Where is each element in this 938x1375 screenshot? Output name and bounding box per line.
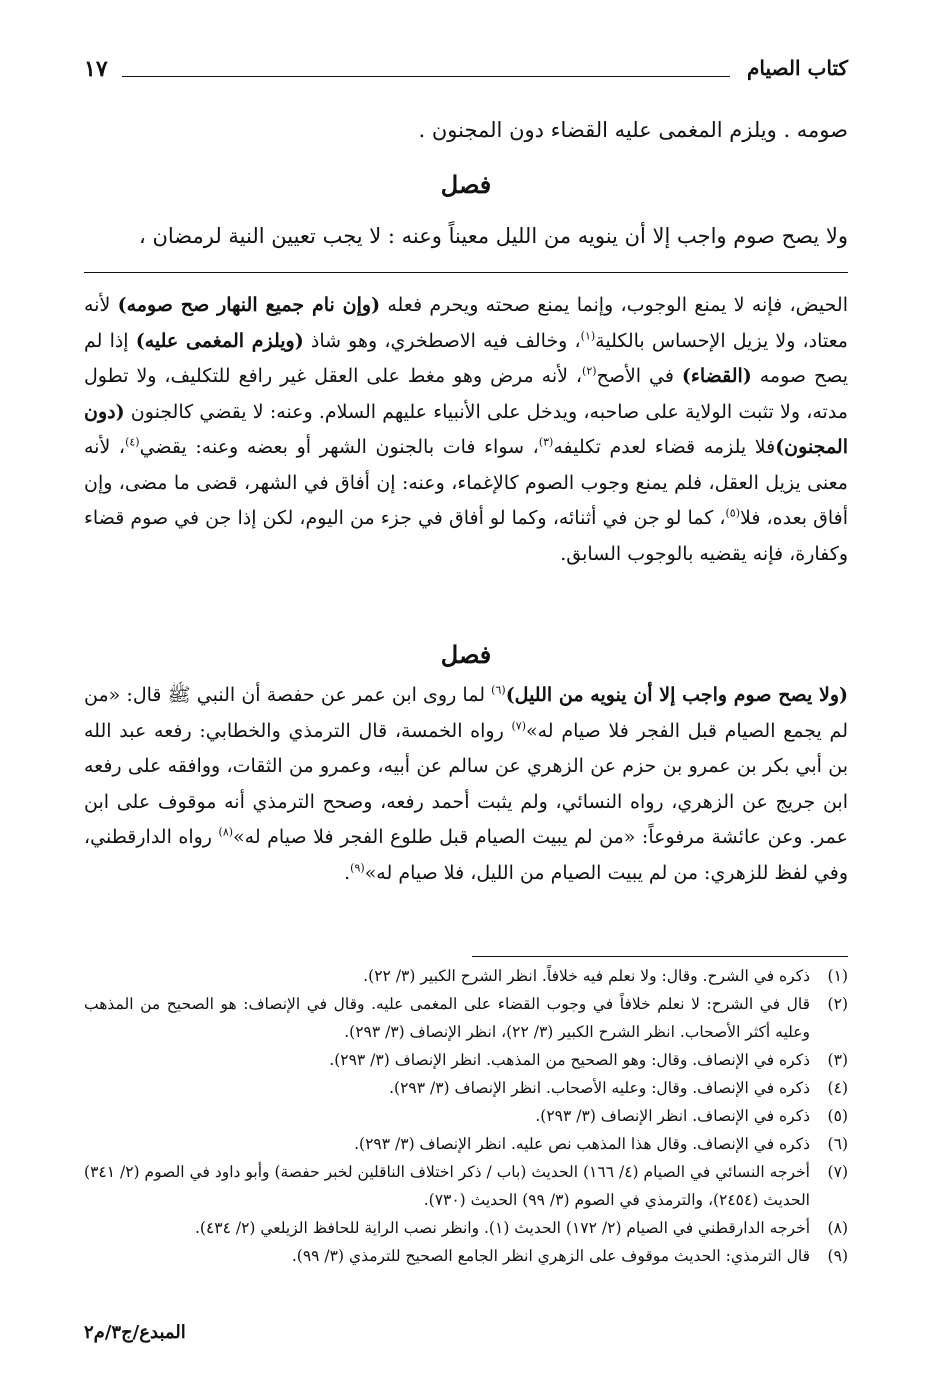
matn-line-2: ولا يصح صوم واجب إلا أن ينويه من الليل معيناً وعنه : لا يجب تعيين النية لرمضان ،: [139, 224, 848, 248]
footnote-number: (٣): [827, 1051, 848, 1069]
footnote-divider: [472, 956, 848, 957]
page-number: ١٧: [84, 56, 108, 82]
footnote-ref-3[interactable]: (٣): [538, 435, 554, 449]
volume-signature: المبدع/ج٣/م٢: [84, 1322, 186, 1343]
footnote-ref-8[interactable]: (٨): [218, 825, 234, 839]
text-run: رواه الدارقطني، وفي لفظ للزهري: من لم يبيت الصيام من الليل، فلا صيام له»: [84, 826, 848, 884]
footnote-text: ذكره في الشرح. وقال: ولا نعلم فيه خلافاً. انظر الشرح الكبير (٣/ ٢٢).: [363, 967, 810, 985]
footnote-item: [84, 962, 848, 990]
footnote-number: (٨): [827, 1219, 848, 1237]
bold-quote: (ولا يصح صوم واجب إلا أن ينويه من الليل): [505, 684, 848, 706]
bold-quote: (القضاء): [681, 365, 752, 387]
footnote-item: [84, 1102, 848, 1130]
footnote-number: (٢): [827, 995, 848, 1013]
footnote-text: أخرجه الدارقطني في الصيام (٢/ ١٧٢) الحديث (١). وانظر نصب الراية للحافظ الزيلعي (٢/ ٤٣٤).: [194, 1219, 810, 1237]
text-run: الحيض، فإنه لا يمنع الوجوب، وإنما يمنع صحته ويحرم فعله: [380, 294, 848, 316]
text-run: ، سواء فات بالجنون الشهر أو بعضه وعنه: يقضي: [139, 436, 539, 458]
text-run: إذا لم يصح صومه: [84, 329, 849, 387]
commentary-paragraph-1: [84, 288, 848, 572]
text-run: ، وخالف فيه الاصطخري، وهو شاذ: [303, 329, 581, 352]
footnote-item: [84, 1242, 848, 1270]
text-run: ، لأنه معنى يزيل العقل، فلم يمنع وجوب الصوم كالإغماء، وعنه: إن أفاق في الشهر، قضى ما مضى، وإن أفاق بعده، فلا: [84, 436, 849, 529]
footnote-ref-4[interactable]: (٤): [125, 435, 140, 449]
footnote-text: ذكره في الإنصاف. وقال: وعليه الأصحاب. انظر الإنصاف (٣/ ٢٩٣).: [389, 1079, 810, 1097]
bold-quote: (دون المجنون): [84, 400, 848, 458]
footnote-number: (٦): [827, 1135, 848, 1153]
header-rule: [122, 76, 730, 77]
footnote-item: [84, 1074, 848, 1102]
footnote-ref-9[interactable]: (٩): [350, 861, 365, 875]
footnote-text: قال في الشرح: لا نعلم خلافاً في وجوب القضاء على المغمى عليه. وقال في الإنصاف: هو الصحيح من المذهب وعليه أكثر الأصحاب. انظر الشرح الكبير (٣/ ٢٢)، انظر الإنصاف (٣/ ٢٩٣).: [84, 995, 810, 1041]
text-run: ، لأنه مرض وهو مغط على العقل غير رافع للتكليف، ولا تطول مدته، ولا تثبت الولاية على صاحبه، ويدخل على الأنبياء عليهم السلام. وعنه: لا يقضي كالجنون: [84, 365, 848, 423]
section-heading-sharh: فصل: [440, 640, 492, 669]
footnote-ref-5[interactable]: (٥): [725, 506, 741, 520]
footnote-number: (٧): [827, 1163, 848, 1181]
footnote-number: (٩): [827, 1247, 848, 1265]
text-run: ، كما لو جن في أثنائه، وكما لو أفاق في جزء من اليوم، لكن إذا جن في صوم قضاء وكفارة، فإنه يقضيه بالوجوب السابق.: [84, 507, 848, 565]
header-title: كتاب الصيام: [747, 56, 848, 80]
footnote-text: ذكره في الإنصاف. وقال: وهو الصحيح من المذهب. انظر الإنصاف (٣/ ٢٩٣).: [329, 1051, 810, 1069]
footnote-text: أخرجه النسائي في الصيام (٤/ ١٦٦) الحديث (باب / ذكر اختلاف الناقلين لخبر حفصة) وأبو داود في الصوم (٢/ ٣٤١) الحديث (٢٤٥٤)، والترمذي في الصوم (٣/ ٩٩) الحديث (٧٣٠).: [84, 1163, 810, 1209]
text-run: .: [344, 861, 351, 884]
text-run: لما روى ابن عمر عن حفصة أن النبي ﷺ قال: «من لم يجمع الصيام قبل الفجر فلا صيام له»: [84, 684, 848, 742]
footnote-item: [84, 1214, 848, 1242]
footnote-ref-7[interactable]: (٧): [511, 719, 526, 733]
footnote-text: ذكره في الإنصاف. انظر الإنصاف (٣/ ٢٩٣).: [535, 1107, 810, 1125]
footnote-ref-2[interactable]: (٢): [582, 364, 597, 378]
matn-sharh-divider: [84, 272, 848, 273]
text-run: رواه الخمسة، قال الترمذي والخطابي: رفعه عبد الله بن أبي بكر بن عمرو بن حزم عن الزهري عن سالم عن أبيه، وعمرو من الثقات، ووافقه على رفعه ابن جريج عن الزهري، رواه النسائي، ولم يثبت أحمد رفعه، وصحح الترمذي أنه موقوف على ابن عمر. وعن عائشة مرفوعاً: «من لم يبيت الصيام قبل طلوع الفجر فلا صيام له»: [84, 719, 848, 848]
section-heading-matn: فصل: [440, 170, 492, 199]
footnote-ref-6[interactable]: (٦): [491, 683, 506, 697]
bold-quote: (ويلزم المغمى عليه): [135, 329, 304, 352]
footnote-item: [84, 1158, 848, 1214]
matn-line-1: صومه . ويلزم المغمى عليه القضاء دون المجنون .: [418, 118, 848, 142]
commentary-paragraph-2: [84, 678, 848, 891]
footnote-number: (٤): [827, 1079, 848, 1097]
footnote-number: (٥): [827, 1107, 848, 1125]
footnote-number: (١): [827, 967, 848, 985]
bold-quote: (وإن نام جميع النهار صح صومه): [117, 294, 381, 316]
footnote-item: [84, 1130, 848, 1158]
footnote-item: [84, 1046, 848, 1074]
footnote-text: ذكره في الإنصاف. وقال هذا المذهب نص عليه. انظر الإنصاف (٣/ ٢٩٣).: [354, 1135, 810, 1153]
text-run: فلا يلزمه قضاء لعدم تكليفه: [553, 436, 776, 458]
text-run: لأنه معتاد، ولا يزيل الإحساس بالكلية: [84, 294, 848, 352]
text-run: في الأصح: [596, 365, 682, 387]
footnote-text: قال الترمذي: الحديث موقوف على الزهري انظر الجامع الصحيح للترمذي (٣/ ٩٩).: [291, 1247, 810, 1265]
running-header: [84, 56, 848, 90]
footnotes: [84, 962, 848, 1270]
footnote-ref-1[interactable]: (١): [580, 329, 596, 343]
footnote-item: [84, 990, 848, 1046]
